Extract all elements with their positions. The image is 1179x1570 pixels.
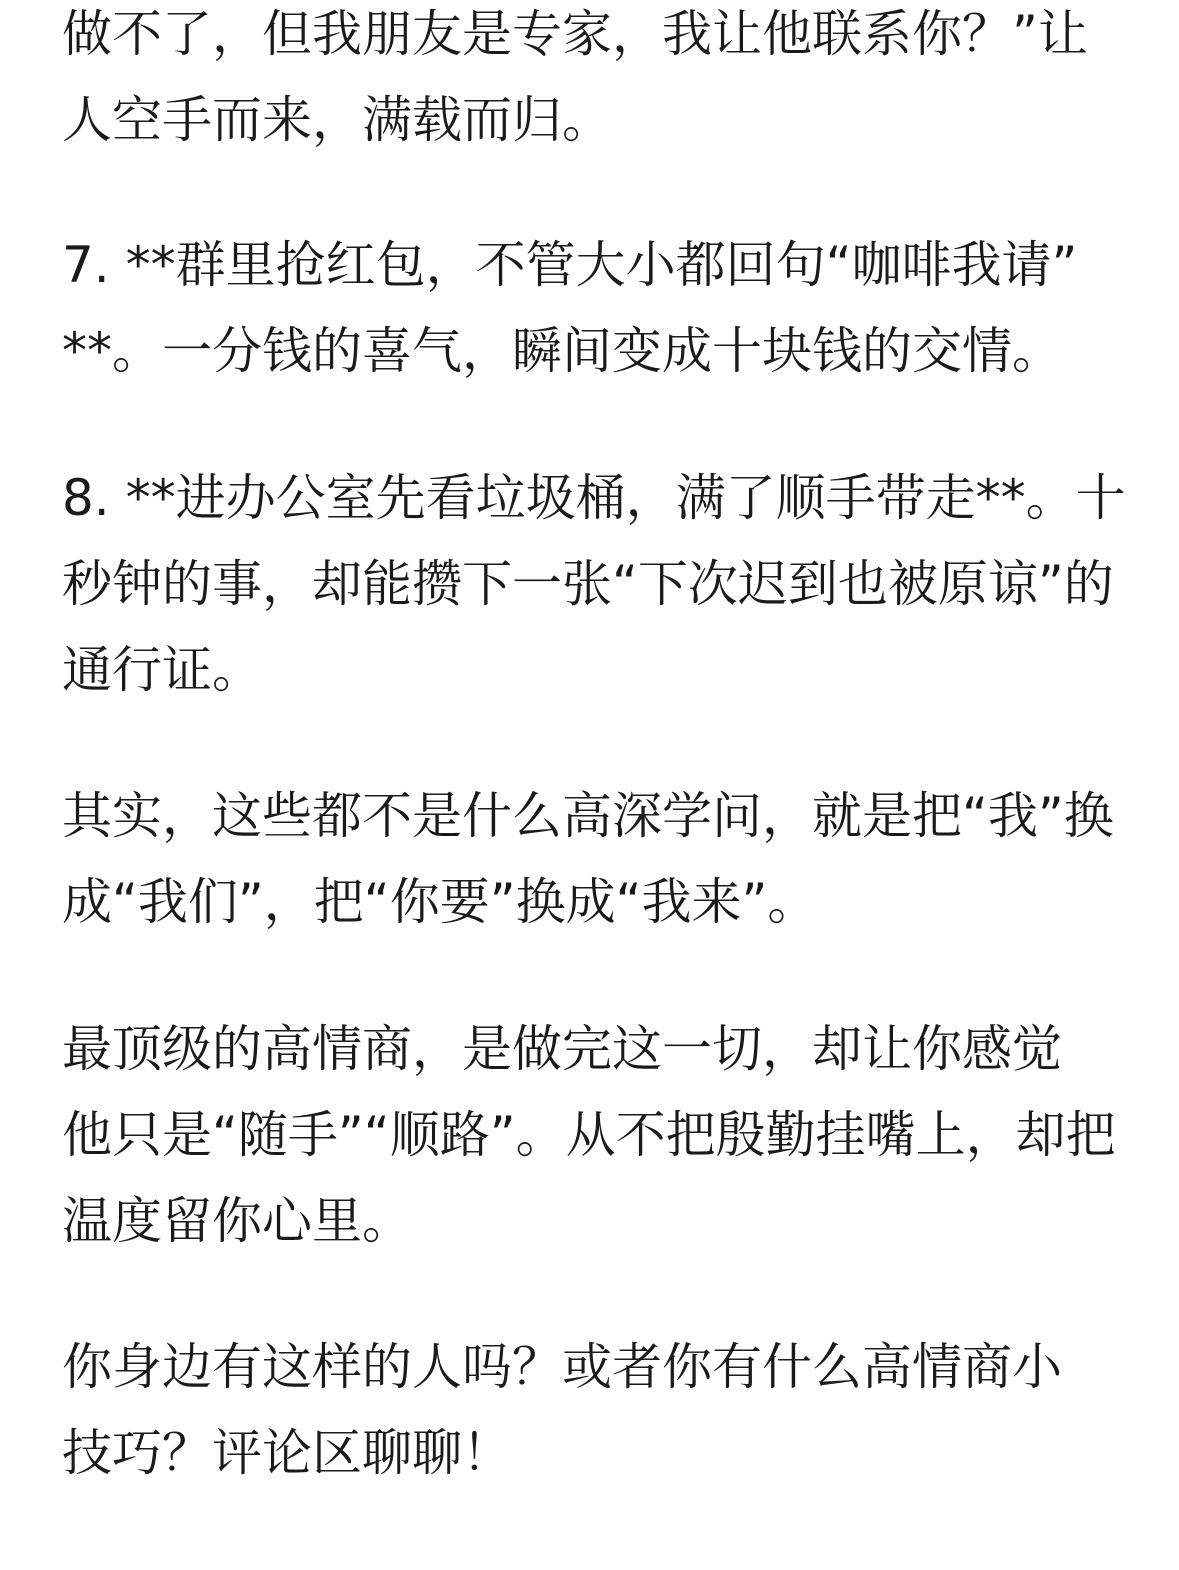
paragraph-line: 技巧？评论区聊聊！ <box>62 1424 512 1482</box>
paragraph-line: 秒钟的事，却能攒下一张“下次迟到也被原谅”的 <box>62 555 1114 613</box>
paragraph-line: 8. **进办公室先看垃圾桶，满了顺手带走**。十 <box>62 469 1126 527</box>
paragraph-line: 7. **群里抢红包，不管大小都回句“咖啡我请” <box>62 236 1078 294</box>
paragraph-line: 你身边有这样的人吗？或者你有什么高情商小 <box>62 1338 1062 1396</box>
paragraph-line: 成“我们”，把“你要”换成“我来”。 <box>62 873 818 931</box>
paragraph-line: 做不了，但我朋友是专家，我让他联系你？”让 <box>62 5 1088 63</box>
paragraph-line: 其实，这些都不是什么高深学问，就是把“我”换 <box>62 787 1114 845</box>
paragraph-line: 人空手而来，满载而归。 <box>62 91 612 149</box>
paragraph-line: 最顶级的高情商，是做完这一切，却让你感觉 <box>62 1020 1062 1078</box>
paragraph-line: 温度留你心里。 <box>62 1192 412 1250</box>
paragraph-line: **。一分钱的喜气，瞬间变成十块钱的交情。 <box>62 322 1062 380</box>
paragraph-line: 他只是“随手”“顺路”。从不把殷勤挂嘴上，却把 <box>62 1106 1116 1164</box>
paragraph-line: 通行证。 <box>62 641 262 699</box>
